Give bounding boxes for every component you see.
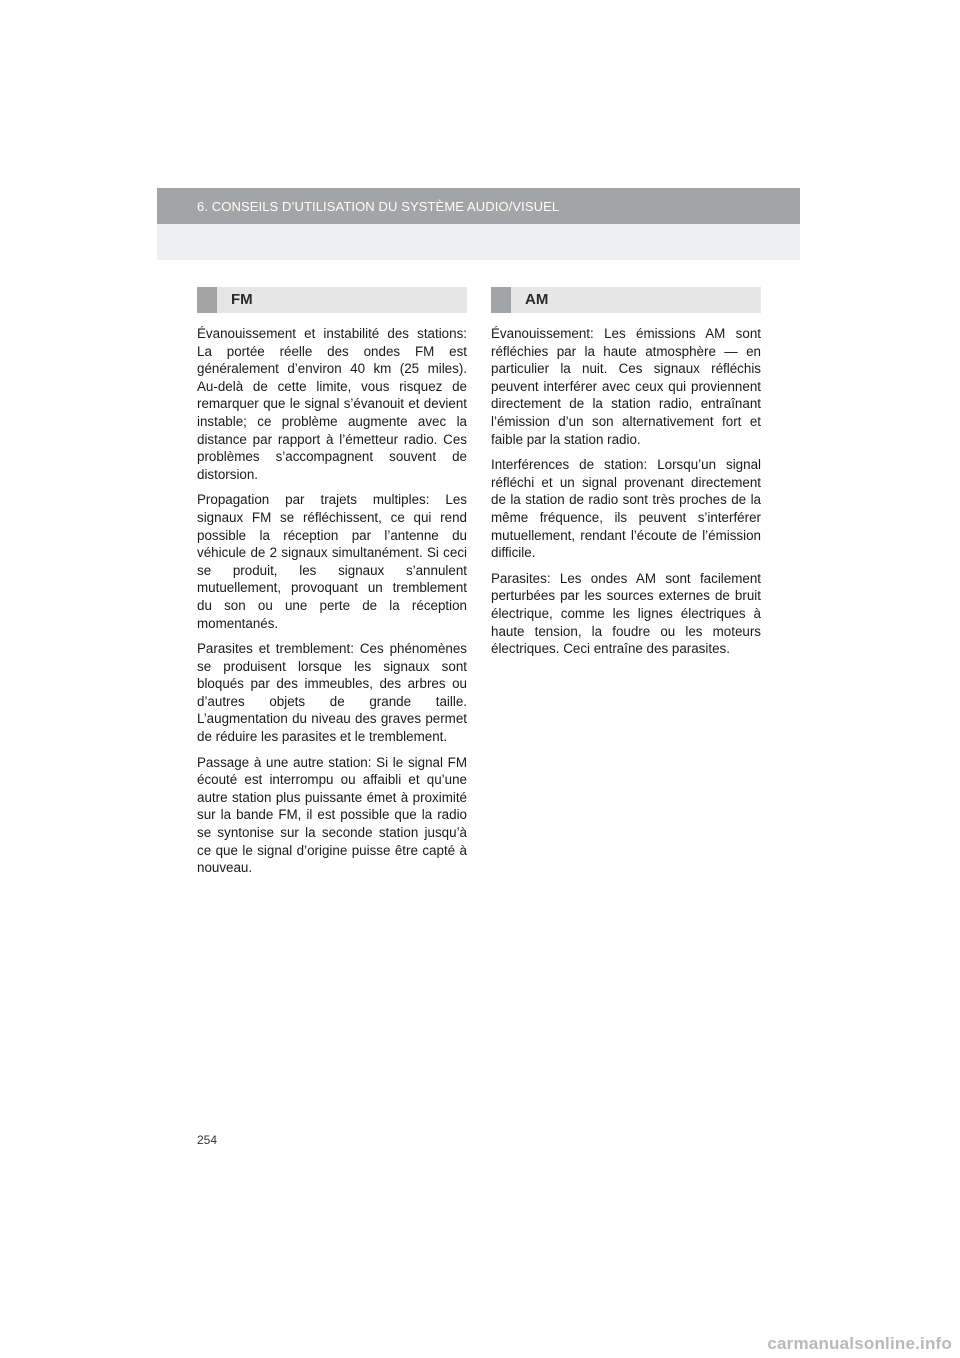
am-section-header — [491, 287, 761, 313]
fm-paragraph-station-swapping: Passage à une autre station: Si le signal FM écouté est interrompu ou affaibli et qu’une autre station plus puissante émet à proximité sur la bande FM, il est possible que la radio se syntonise sur la seconde station jusqu’à ce que le signal d’origine puisse être capté à nouveau. — [197, 754, 467, 876]
section-marker — [197, 287, 217, 313]
fm-paragraph-multipath: Propagation par trajets multiples: Les signaux FM se réfléchissent, ce qui rend possible la réception par l’antenne du véhicule de 2 signaux simultanément. Si ceci se produit, les signaux s’annulent mutuellement, provoquant un tremblement du son ou une perte de la réception momentanés. — [197, 492, 467, 631]
fm-section — [197, 287, 467, 877]
fm-paragraph-fading: Évanouissement et instabilité des stations: La portée réelle des ondes FM est généralement d’environ 40 km (25 miles). Au-delà de cette limite, vous risquez de remarquer que le signal s’évanouit et devient instable; ce problème augmente avec la distance par rapport à l’émetteur radio. Ces problèmes s’accompagnent souvent de distorsion. — [197, 326, 467, 482]
section-marker — [491, 287, 511, 313]
watermark: carmanualsonline.info — [767, 1334, 952, 1353]
am-paragraph-station-interference: Interférences de station: Lorsqu’un signal réfléchi et un signal provenant directement de la station de radio sont très proches de la même fréquence, ils peuvent s’interférer mutuellement, rendant l’écoute de l’émission difficile. — [491, 457, 761, 561]
am-paragraph-fading: Évanouissement: Les émissions AM sont réfléchies par la haute atmosphère — en particulier la nuit. Ces signaux réfléchis peuvent interférer avec ceux qui proviennent directement de la station radio, entraînant l’émission d’un son alternativement fort et faible par la station radio. — [491, 326, 761, 447]
page-number: 254 — [197, 1133, 218, 1147]
am-section-title: AM — [525, 291, 549, 308]
chapter-title: 6. CONSEILS D’UTILISATION DU SYSTÈME AUDIO/VISUEL — [197, 199, 560, 214]
am-section — [491, 287, 761, 658]
fm-section-title: FM — [231, 291, 253, 308]
am-paragraph-static: Parasites: Les ondes AM sont facilement perturbées par les sources externes de bruit électrique, comme les lignes électriques à haute tension, la foudre ou les moteurs électriques. Ceci entraîne des parasites. — [491, 570, 761, 657]
fm-section-header — [197, 287, 467, 313]
chapter-header — [157, 188, 800, 260]
fm-paragraph-static: Parasites et tremblement: Ces phénomènes se produisent lorsque les signaux sont bloqués par des immeubles, des arbres ou d’autres objets de grande taille. L’augmentation du niveau des graves permet de réduire les parasites et le tremblement. — [197, 641, 467, 745]
chapter-header-strip — [157, 188, 800, 224]
